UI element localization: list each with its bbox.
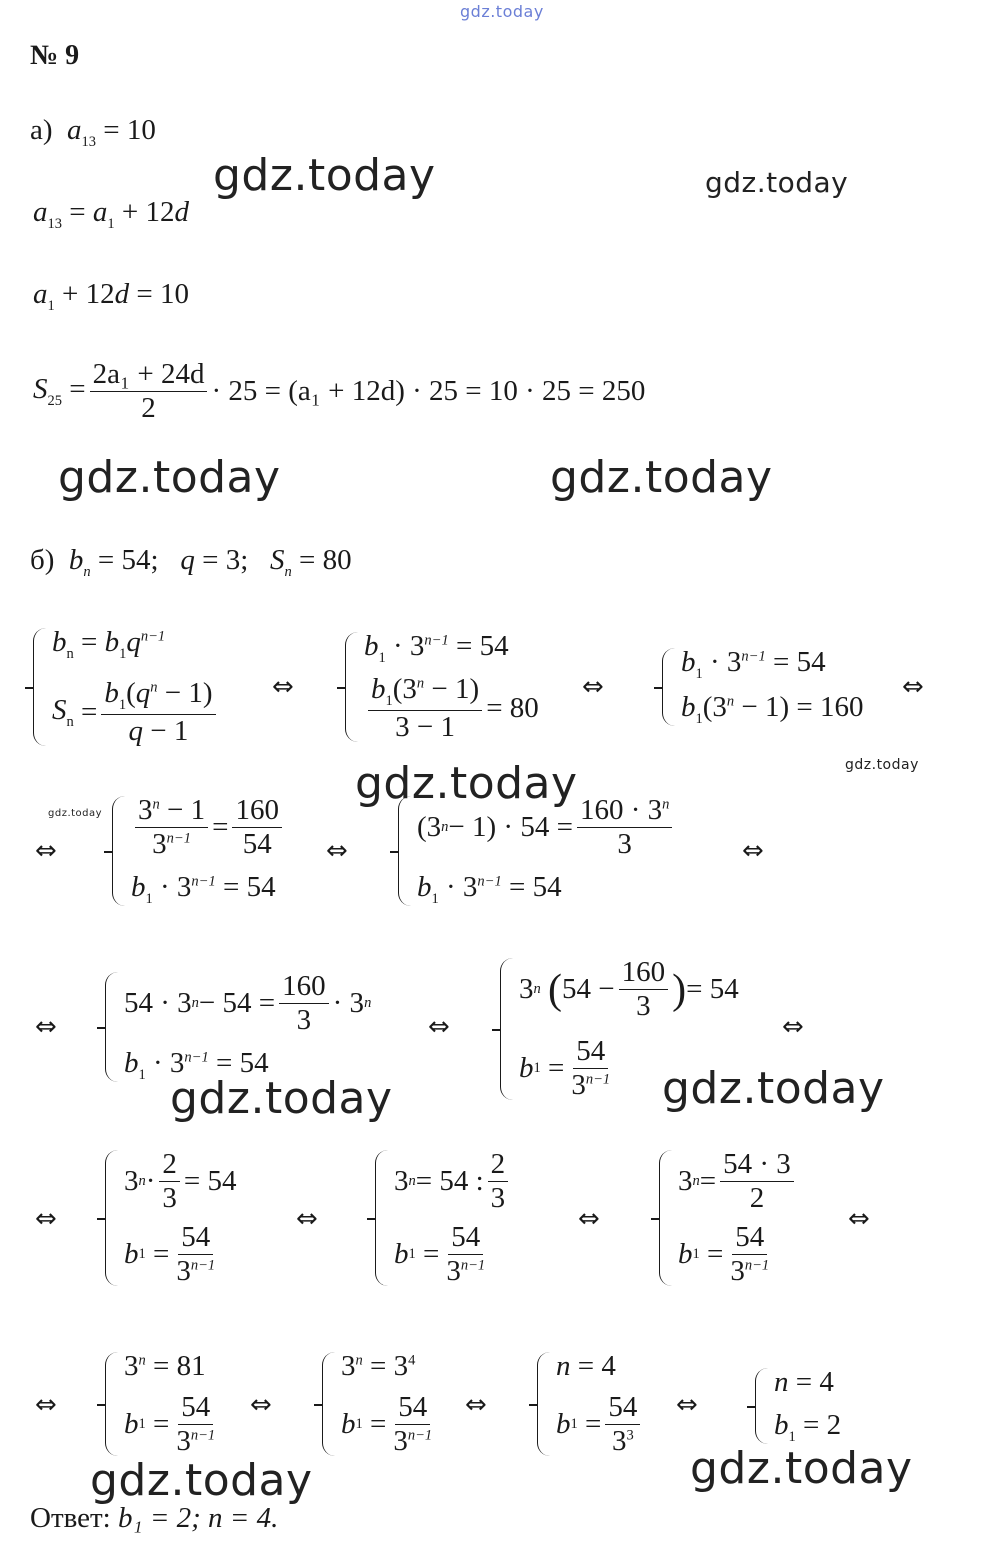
system-brace-icon bbox=[537, 1352, 550, 1456]
part-b-given: б) $b_n = 54$; q = 3; $S_n = 80$ bbox=[30, 544, 352, 580]
system-2: $b_1 \cdot 3^{n-1} = 54$ $\frac{b_1(3^n - 1)}{3 - 1}$ = 80 bbox=[345, 632, 539, 742]
iff-arrow-icon: ⇔ bbox=[35, 1012, 57, 1042]
system-12: $3^n = 3^4$ b 1 = $\frac{54}{3^{n-1}}$ bbox=[322, 1352, 439, 1456]
iff-arrow-icon: ⇔ bbox=[578, 1204, 600, 1234]
iff-arrow-icon: ⇔ bbox=[428, 1012, 450, 1042]
system-5: (3 n − 1) · 54 = $\frac{160 \cdot 3^n}{3}$ $b_1 \cdot 3^{n-1} = 54$ bbox=[398, 796, 676, 906]
iff-arrow-icon: ⇔ bbox=[465, 1390, 487, 1420]
system-11: $3^n = 81$ b 1 = $\frac{54}{3^{n-1}}$ bbox=[105, 1352, 222, 1456]
watermark: gdz.today bbox=[550, 452, 773, 503]
iff-arrow-icon: ⇔ bbox=[582, 672, 604, 702]
iff-arrow-icon: ⇔ bbox=[35, 836, 57, 866]
system-10: 3 n = $\frac{54 \cdot 3}{2}$ b 1 = $\frac{54}{3^{n-1}}$ bbox=[659, 1150, 798, 1286]
system-1: $b_n = b_1q^{n-1}$ $S_n$ = $\frac{b_1(q^n - 1)}{q - 1}$ bbox=[33, 628, 220, 746]
iff-arrow-icon: ⇔ bbox=[742, 836, 764, 866]
system-9: 3 n = 54 : $\frac{2}{3}$ b 1 = $\frac{54}{3^{n-1}}$ bbox=[375, 1150, 512, 1286]
system-brace-icon bbox=[105, 972, 118, 1082]
iff-arrow-icon: ⇔ bbox=[326, 836, 348, 866]
iff-arrow-icon: ⇔ bbox=[35, 1390, 57, 1420]
system-14: n = 4 $b_1 = 2$ bbox=[755, 1368, 841, 1444]
system-brace-icon bbox=[105, 1352, 118, 1456]
system-brace-icon bbox=[322, 1352, 335, 1456]
watermark: gdz.today bbox=[662, 1063, 885, 1114]
system-brace-icon bbox=[345, 632, 358, 742]
iff-arrow-icon: ⇔ bbox=[35, 1204, 57, 1234]
watermark: gdz.today bbox=[705, 166, 849, 199]
part-a-sum: $S_{25}$ = $\frac{\text{2a₁ + 24d}}{2}$ · 25 = (a₁ + 12d) · 25 = 10 · 25 = 250 bbox=[33, 358, 646, 424]
system-7: 3 n ( 54 − $\frac{160}{3}$ ) = 54 b 1 = $\frac{54}{3^{n-1}}$ bbox=[500, 958, 739, 1100]
system-brace-icon bbox=[659, 1150, 672, 1286]
system-brace-icon bbox=[500, 958, 513, 1100]
system-4: $\frac{3^n - 1}{3^{n-1}}$ = $\frac{160}{54}$ $b_1 \cdot 3^{n-1} = 54$ bbox=[112, 796, 286, 906]
answer-line bbox=[30, 1504, 278, 1533]
watermark: gdz.today bbox=[213, 150, 436, 201]
answer-text: b₁ = 2; n = 4. bbox=[118, 1502, 279, 1534]
iff-arrow-icon: ⇔ bbox=[676, 1390, 698, 1420]
watermark: gdz.today bbox=[845, 757, 919, 773]
watermark: gdz.today bbox=[48, 808, 103, 819]
system-brace-icon bbox=[398, 796, 411, 906]
system-6: 54 · 3 n − 54 = $\frac{160}{3}$ · 3 n $b_1 \cdot 3^{n-1} = 54$ bbox=[105, 972, 371, 1082]
part-a-formula: $a_{13} = a_1 + 12d$ bbox=[33, 196, 189, 232]
watermark: gdz.today bbox=[170, 1073, 393, 1124]
iff-arrow-icon: ⇔ bbox=[250, 1390, 272, 1420]
part-a-equation: $a_1 + 12d = 10$ bbox=[33, 278, 189, 314]
sum-fraction: $\frac{\text{2a₁ + 24d}}{2}$ bbox=[90, 360, 208, 423]
problem-title: № 9 bbox=[30, 40, 80, 71]
answer-label: Ответ: bbox=[30, 1502, 111, 1534]
part-a-line3-value: 10 bbox=[159, 278, 189, 310]
iff-arrow-icon: ⇔ bbox=[296, 1204, 318, 1234]
system-brace-icon bbox=[755, 1368, 768, 1444]
watermark: gdz.today bbox=[355, 758, 578, 809]
part-a-given-value: 10 bbox=[126, 114, 156, 146]
system-8: 3 n · $\frac{2}{3}$ = 54 b 1 = $\frac{54}{3^{n-1}}$ bbox=[105, 1150, 237, 1286]
system-brace-icon bbox=[105, 1150, 118, 1286]
watermark: gdz.today bbox=[690, 1443, 913, 1494]
part-a-coef: 12 bbox=[145, 196, 175, 228]
system-3: $b_1 \cdot 3^{n-1} = 54$ $b_1(3^n - 1) = 160$ bbox=[662, 648, 864, 726]
system-brace-icon bbox=[33, 628, 46, 746]
part-b-label: б) bbox=[30, 544, 55, 576]
watermark: gdz.today bbox=[58, 452, 281, 503]
iff-arrow-icon: ⇔ bbox=[782, 1012, 804, 1042]
watermark: gdz.today bbox=[90, 1455, 313, 1506]
iff-arrow-icon: ⇔ bbox=[902, 672, 924, 702]
iff-arrow-icon: ⇔ bbox=[848, 1204, 870, 1234]
part-a-label: а) bbox=[30, 114, 53, 146]
system-brace-icon bbox=[375, 1150, 388, 1286]
system-13: n = 4 b 1 = $\frac{54}{3^3}$ bbox=[537, 1352, 644, 1456]
system-brace-icon bbox=[112, 796, 125, 906]
watermark-top: gdz.today bbox=[460, 2, 544, 21]
system-brace-icon bbox=[662, 648, 675, 726]
part-a-given: а) $a_{13} = 10$ bbox=[30, 114, 156, 150]
iff-arrow-icon: ⇔ bbox=[272, 672, 294, 702]
sum-tail: · 25 = (a₁ + 12d) · 25 = 10 · 25 = 250 bbox=[211, 375, 646, 407]
